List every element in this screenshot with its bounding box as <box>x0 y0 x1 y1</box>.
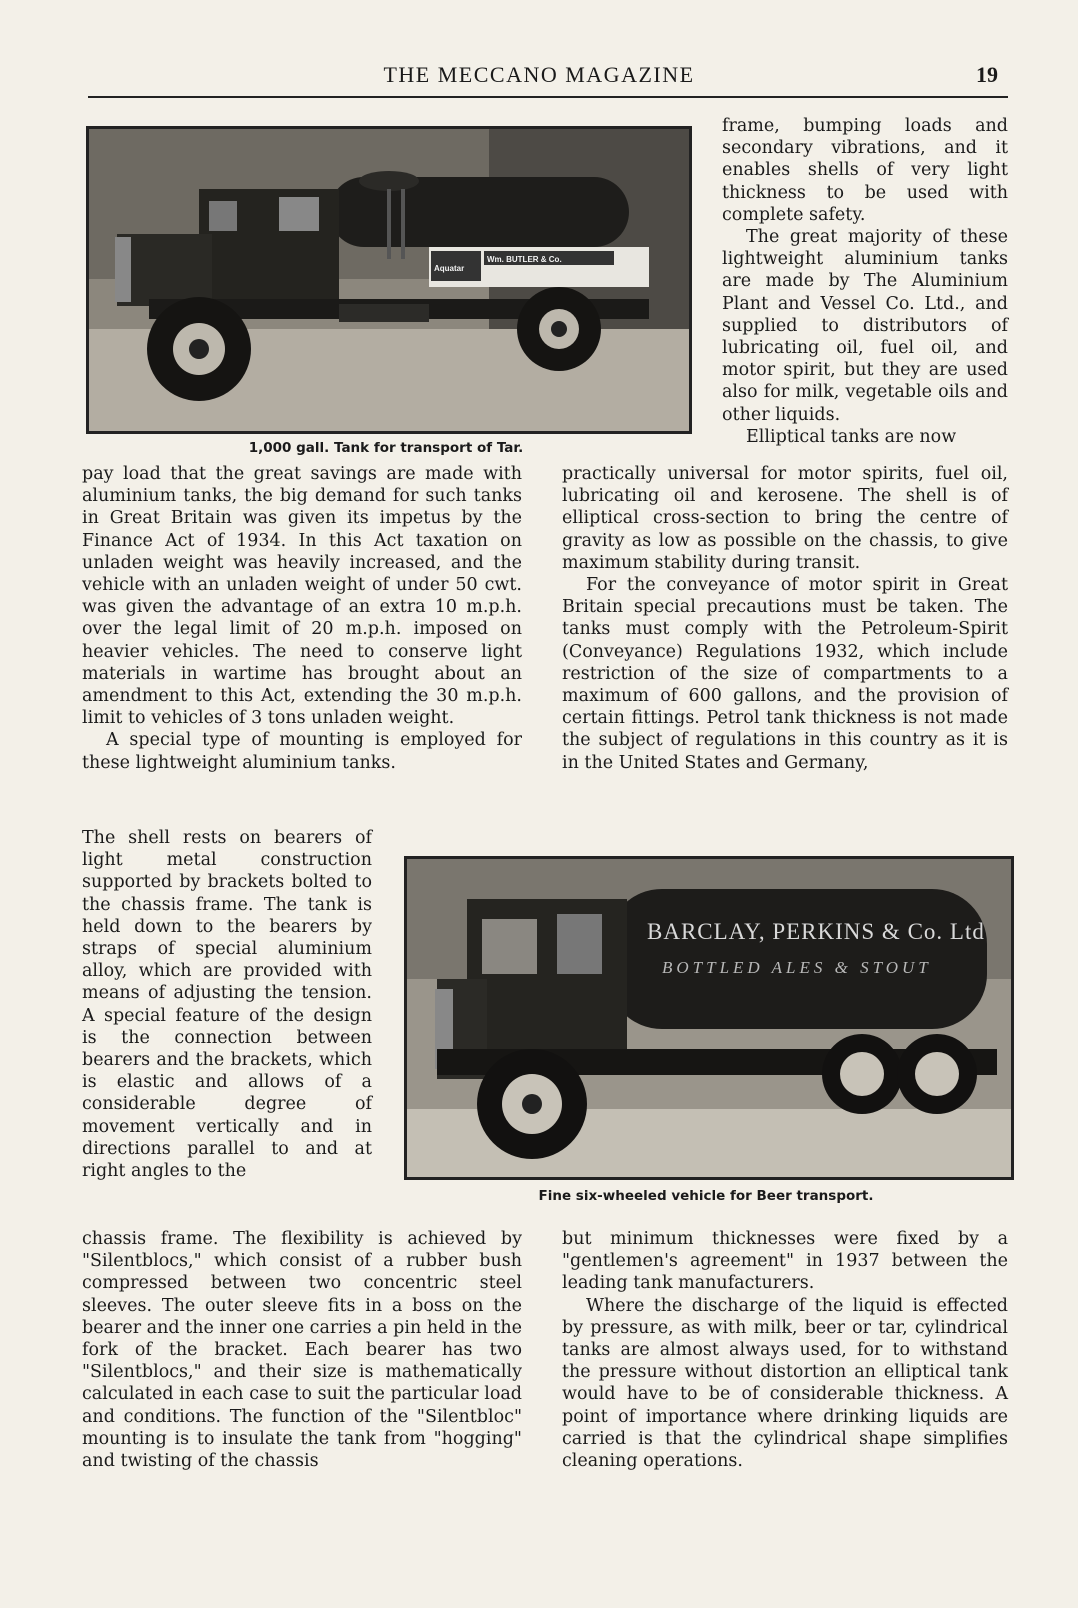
beer-tanker-illustration <box>407 859 1011 1177</box>
running-header-title: THE MECCANO MAGAZINE <box>383 62 695 87</box>
figure-caption: Fine six-wheeled vehicle for Beer transport. <box>538 1188 874 1204</box>
beer-tanker-photo <box>404 856 1014 1180</box>
text-column-left-lower <box>82 1228 522 1472</box>
paragraph: practically universal for motor spirits, fuel oil, lubricating oil and kerosene. The shell is of elliptical cross-section to bring the centre of gravity as low as possible on the chassis, to give maximum stability during transit. <box>562 464 1008 573</box>
paragraph: pay load that the great savings are made with aluminium tanks, the big demand for such tanks in Great Britain was given its impetus by the Finance Act of 1934. In this Act taxation on unladen weight was heavily increased, and the vehicle with an unladen weight of under 50 cwt. was given the advantage of an extra 10 m.p.h. over the legal limit of 20 m.p.h. imposed on heavier vehicles. The need to conserve light materials in wartime has brought about an amendment to this Act, extending the 30 m.p.h. limit to vehicles of 3 tons unladen weight. <box>82 464 522 729</box>
page-number: 19 <box>976 62 998 87</box>
tank-sign-line-2: BOTTLED ALES & STOUT <box>662 958 932 977</box>
text-column-top-right <box>722 115 1008 448</box>
paragraph: The shell rests on bearers of light metal construction supported by brackets bolted to the chassis frame. The tank is held down to the bearers by straps of special aluminium alloy, which are provided with means of adjusting the tension. A special feature of the design is the connection between bearers and the brackets, which is elastic and allows of a considerable degree of movement vertically and in directions parallel to and at right angles to the <box>82 828 372 1182</box>
paragraph: but minimum thicknesses were fixed by a "gentlemen's agreement" in 1937 between the leading tank manufacturers. <box>562 1229 1008 1294</box>
text-column-right-upper <box>562 463 1008 774</box>
header-rule <box>88 96 1008 98</box>
paragraph: Where the discharge of the liquid is effected by pressure, as with milk, beer or tar, cylindrical tanks are almost always used, for to withstand the pressure without distortion an elliptical tank would have to be of considerable thickness. A point of importance where drinking liquids are carried is that the cylindrical shape simplifies cleaning operations. <box>562 1295 1008 1472</box>
text-column-left-upper <box>82 463 522 774</box>
side-panel-text: Aquatar <box>434 264 465 273</box>
paragraph: chassis frame. The flexibility is achieved by "Silentblocs," which consist of a rubber bush compressed between two concentric steel sleeves. The outer sleeve fits in a boss on the bearer and the inner one carries a pin held in the fork of the bracket. Each bearer has two "Silentblocs," and their size is mathematically calculated in each case to suit the particular load and conditions. The function of the "Silentbloc" mounting is to insulate the tank from "hogging" and twisting of the chassis <box>82 1229 522 1472</box>
paragraph: Elliptical tanks are now <box>746 426 957 447</box>
tank-sign: Wm. BUTLER & Co. <box>487 255 562 264</box>
text-column-right-lower <box>562 1228 1008 1472</box>
tar-tanker-photo <box>86 126 692 434</box>
tar-tanker-illustration <box>89 129 689 431</box>
text-column-narrow <box>82 827 372 1182</box>
paragraph: A special type of mounting is employed for these lightweight aluminium tanks. <box>82 730 522 773</box>
paragraph: frame, bumping loads and secondary vibrations, and it enables shells of very light thickness to be used with complete safety. <box>722 116 1008 225</box>
paragraph: For the conveyance of motor spirit in Great Britain special precautions must be taken. The tanks must comply with the Petroleum-Spirit (Conveyance) Regulations 1932, which include restriction of the size of compartments to a maximum of 600 gallons, and the provision of certain fittings. Petrol tank thickness is not made the subject of regulations in this country as it is in the United States and Germany, <box>562 575 1008 773</box>
tank-sign-line-1: BARCLAY, PERKINS & Co. Ltd <box>647 919 985 944</box>
figure-caption: 1,000 gall. Tank for transport of Tar. <box>248 440 524 456</box>
paragraph: The great majority of these lightweight aluminium tanks are made by The Aluminium Plant and Vessel Co. Ltd., and supplied to distributors of lubricating oil, fuel oil, and motor spirit, but they are used also for milk, vegetable oils and other liquids. <box>722 227 1008 425</box>
